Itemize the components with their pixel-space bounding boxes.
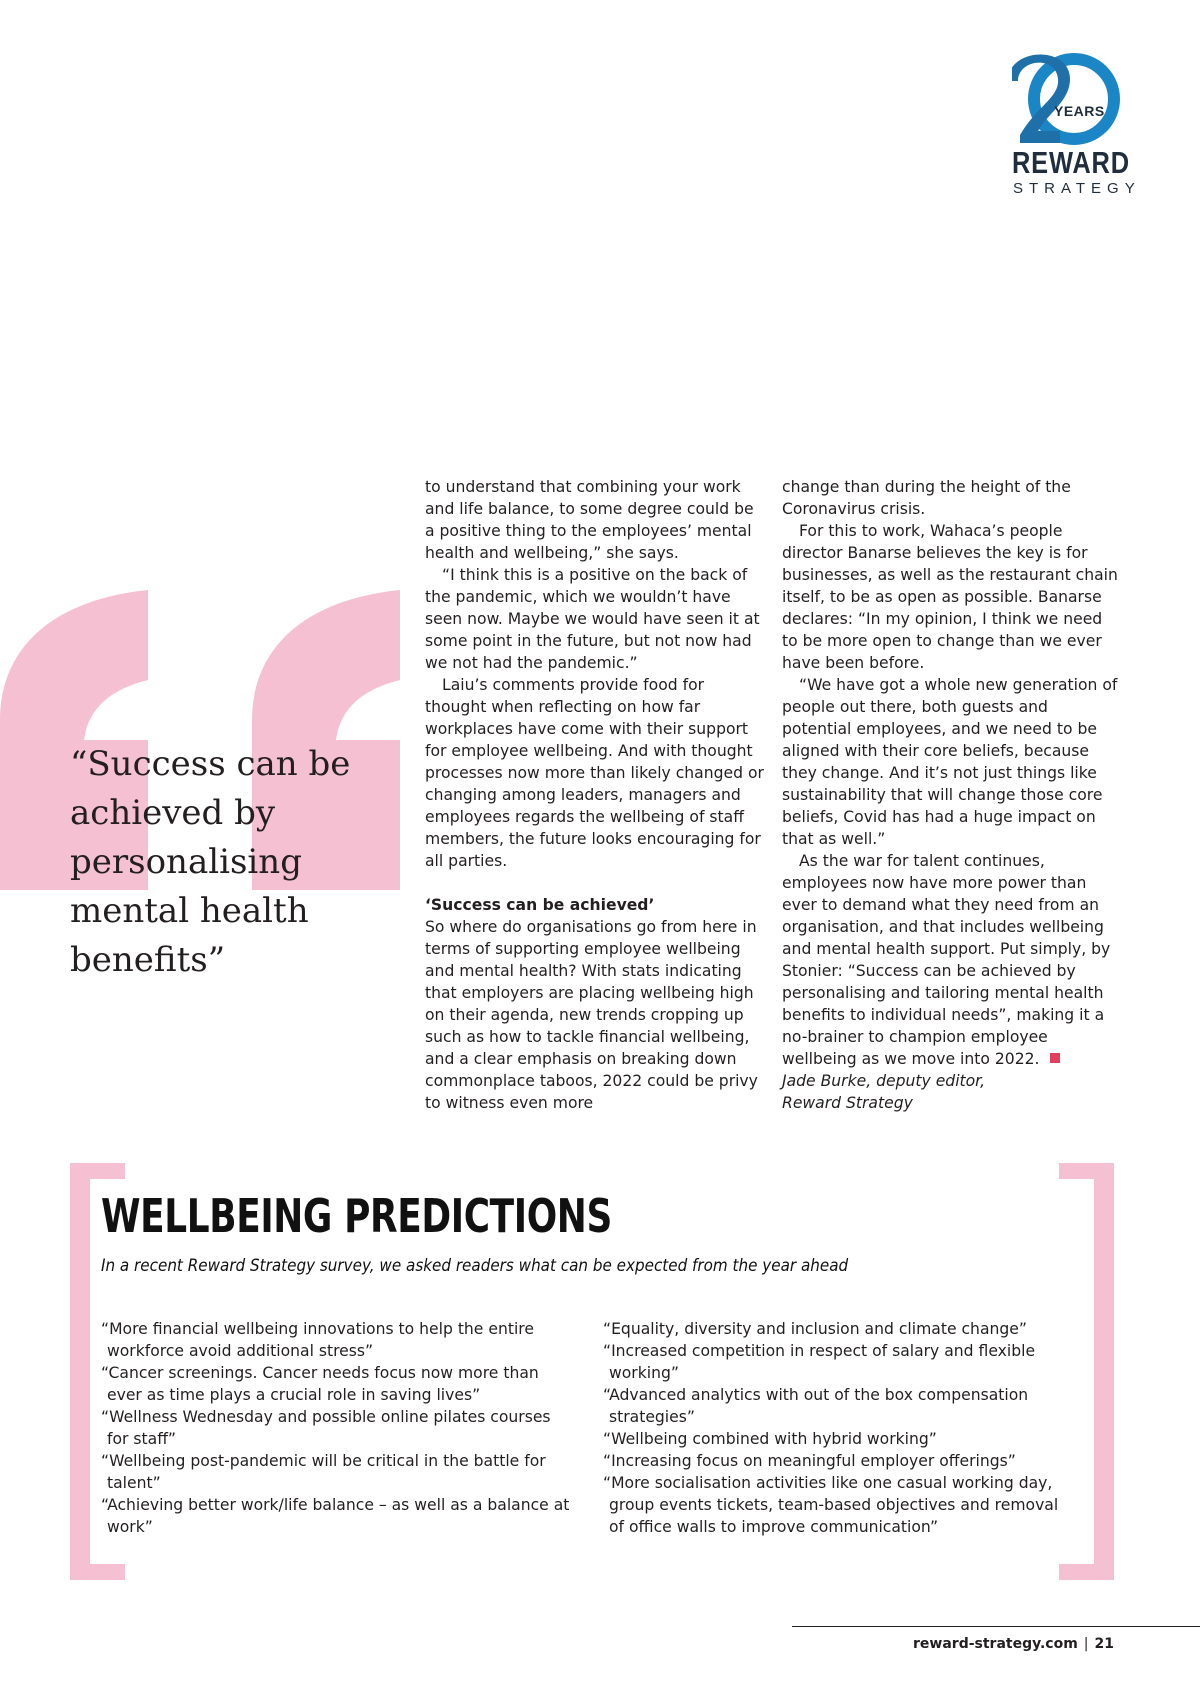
article-paragraph: So where do organisations go from here in terms of supporting employee wellbeing and mental health? With stats indicating that employers are placing wellbeing high on their agenda, new trends cropping up such as how to tackle financial wellbeing, and a clear emphasis on breaking down commonplace taboos, 2022 could be privy to witness even more [425, 918, 758, 1112]
page-footer [792, 1636, 1114, 1652]
prediction-item: “Increasing focus on meaningful employer offerings” [603, 1452, 1016, 1470]
article-paragraph: “We have got a whole new generation of people out there, both guests and potential employees, and we need to be aligned with their core beliefs, because they change. And it’s not just things like sustainability that will change those core beliefs, Covid has had a huge impact on that as well.” [782, 676, 1118, 848]
predictions-list-right [603, 1318, 1073, 1538]
article-column-1 [425, 476, 765, 1114]
prediction-item: “More financial wellbeing innovations to help the entire workforce avoid additional stress” [101, 1320, 534, 1360]
logo-reward-word: REWARD [1012, 145, 1130, 180]
prediction-item: “Wellbeing combined with hybrid working” [603, 1430, 937, 1448]
footer-website-link[interactable]: reward-strategy.com [913, 1636, 1078, 1652]
page-number: 21 [1094, 1636, 1114, 1652]
right-bracket-bottom [1059, 1564, 1114, 1580]
logo-years-label: YEARS [1054, 103, 1105, 119]
article-paragraph: Laiu’s comments provide food for thought when reflecting on how far workplaces have come with their support for employee wellbeing. And with thought processes now more than likely changed or changing among leaders, managers and employees regards the wellbeing of staff members, the future looks encouraging for all parties. [425, 676, 764, 870]
prediction-item: “Wellness Wednesday and possible online pilates courses for staff” [101, 1408, 551, 1448]
article-paragraph: to understand that combining your work and life balance, to some degree could be a positive thing to the employees’ mental health and wellbeing,” she says. [425, 478, 754, 562]
left-bracket-bottom [70, 1564, 125, 1580]
prediction-item: “Wellbeing post-pandemic will be critical in the battle for talent” [101, 1452, 546, 1492]
article-paragraph-final [782, 850, 1122, 1070]
prediction-item: “Advanced analytics with out of the box compensation strategies” [603, 1386, 1029, 1426]
footer-rule [792, 1626, 1200, 1627]
prediction-item: “Increased competition in respect of salary and flexible working” [603, 1342, 1036, 1382]
end-of-article-icon [1050, 1053, 1060, 1063]
byline-author: Jade Burke, deputy editor, [782, 1072, 986, 1090]
article-subheading: ‘Success can be achieved’ [425, 896, 655, 914]
logo-strategy-word: STRATEGY [1013, 180, 1141, 197]
article-paragraph-text: As the war for talent continues, employees now have more power than ever to demand what they need from an organisation, and that includes wellbeing and mental health support. Put simply, by Stonier: “Success can be achieved by personalising and tailoring mental health benefits to individual needs”, making it a no-brainer to champion employee wellbeing as we move into 2022. [782, 852, 1111, 1068]
article-paragraph: change than during the height of the Coronavirus crisis. [782, 478, 1071, 518]
predictions-title: WELLBEING PREDICTIONS [101, 1189, 612, 1243]
article-paragraph: For this to work, Wahaca’s people director Banarse believes the key is for businesses, as well as the restaurant chain itself, to be as open as possible. Banarse declares: “In my opinion, I think we need to be more open to change than we ever have been before. [782, 522, 1118, 672]
left-bracket-vertical [70, 1163, 90, 1580]
prediction-item: “Equality, diversity and inclusion and climate change” [603, 1320, 1027, 1338]
article-column-2 [782, 476, 1122, 1114]
twenty-years-logo-mark [1012, 51, 1122, 151]
predictions-subtitle: In a recent Reward Strategy survey, we asked readers what can be expected from the year ahead [101, 1256, 849, 1275]
predictions-list-left [101, 1318, 571, 1538]
pull-quote: “Success can be achieved by personalising mental health benefits” [70, 744, 351, 980]
prediction-item: “Achieving better work/life balance – as well as a balance at work” [101, 1496, 570, 1536]
left-bracket-top [70, 1163, 125, 1179]
prediction-item: “More socialisation activities like one casual working day, group events tickets, team-based objectives and removal of office walls to improve communication” [603, 1474, 1059, 1536]
footer-separator: | [1083, 1636, 1089, 1652]
byline-publication: Reward Strategy [782, 1094, 913, 1112]
right-bracket-vertical [1094, 1163, 1114, 1580]
prediction-item: “Cancer screenings. Cancer needs focus now more than ever as time plays a crucial role in saving lives” [101, 1364, 539, 1404]
reward-strategy-20-years-logo [1004, 55, 1141, 205]
article-paragraph: “I think this is a positive on the back of the pandemic, which we wouldn’t have seen now. Maybe we would have seen it at some point in the future, but not now had we not had the pandemic.” [425, 566, 760, 672]
right-bracket-top [1059, 1163, 1114, 1179]
